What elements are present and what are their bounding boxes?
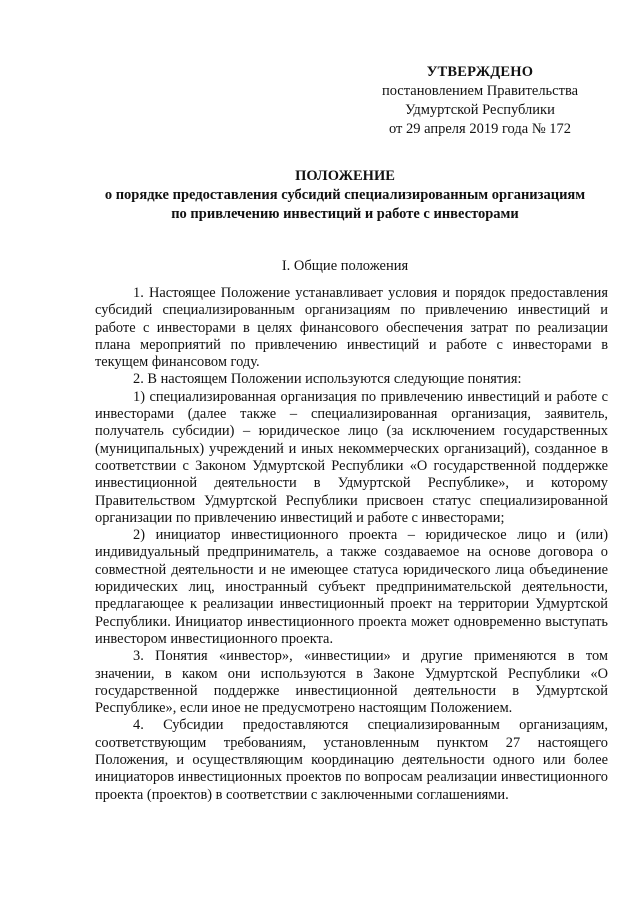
approval-line-1: постановлением Правительства [381,83,579,99]
document-title-line-2: по привлечению инвестиций и работе с инвесторами [171,206,519,222]
approval-stamp-block [360,63,600,139]
approval-stamp: УТВЕРЖДЕНО [426,64,534,80]
document-body [95,285,608,804]
paragraph-2: 2. В настоящем Положении используются следующие понятия: [133,371,522,388]
paragraph-2-item-2: 2) инициатор инвестиционного проекта – юридическое лицо и (или) индивидуальный предприниматель, а также создаваемое на основе договора о совместной деятельности и не имеющее статуса юридического лица объединение юридических лиц, иностранный субъект предпринимательской деятельности, предлагающее к реализации инвестиционный проект на территории Удмуртской Республики. Инициатор инвестиционного проекта может одновременно выступать инвестором инвестиционного проекта. [95,527,608,647]
section-heading: I. Общие положения [281,258,409,274]
paragraph-1: 1. Настоящее Положение устанавливает условия и порядок предоставления субсидий специализированным организациям по привлечению инвестиций и работе с инвесторами в целях финансового обеспечения затрат по реализации плана мероприятий по привлечению инвестиций и работе с инвесторами в текущем финансовом году. [95,285,608,371]
approval-line-3: от 29 апреля 2019 года № 172 [388,121,572,137]
document-title [90,167,600,224]
paragraph-2-item-1: 1) специализированная организация по привлечению инвестиций и работе с инвесторами (далее также – специализированная организация, заявитель, получатель субсидии) – юридическое лицо (за исключением государственных (муниципальных) учреждений и иных некоммерческих организаций), созданное в соответствии с Законом Удмуртской Республики «О государственной поддержке инвестиционной деятельности в Удмуртской Республике», и которому Правительством Удмуртской Республики присвоен статус специализированной организации по привлечению инвестиций и работе с инвесторами; [95,388,608,526]
paragraph-3: 3. Понятия «инвестор», «инвестиции» и другие применяются в том значении, в каком они используются в Законе Удмуртской Республики «О государственной поддержке инвестиционной деятельности в Удмуртской Республике», если иное не предусмотрено настоящим Положением. [95,648,608,717]
document-title-line-1: о порядке предоставления субсидий специализированным организациям [104,187,586,203]
paragraph-4: 4. Субсидии предоставляются специализированным организациям, соответствующим требованиям, установленным пунктом 27 настоящего Положения, и осуществляющим координацию деятельности одного или более инициаторов инвестиционных проектов по вопросам реализации инвестиционного проекта (проектов) в соответствии с заключенными соглашениями. [95,717,608,803]
document-title-main: ПОЛОЖЕНИЕ [295,168,395,184]
approval-line-2: Удмуртской Республики [405,102,555,118]
